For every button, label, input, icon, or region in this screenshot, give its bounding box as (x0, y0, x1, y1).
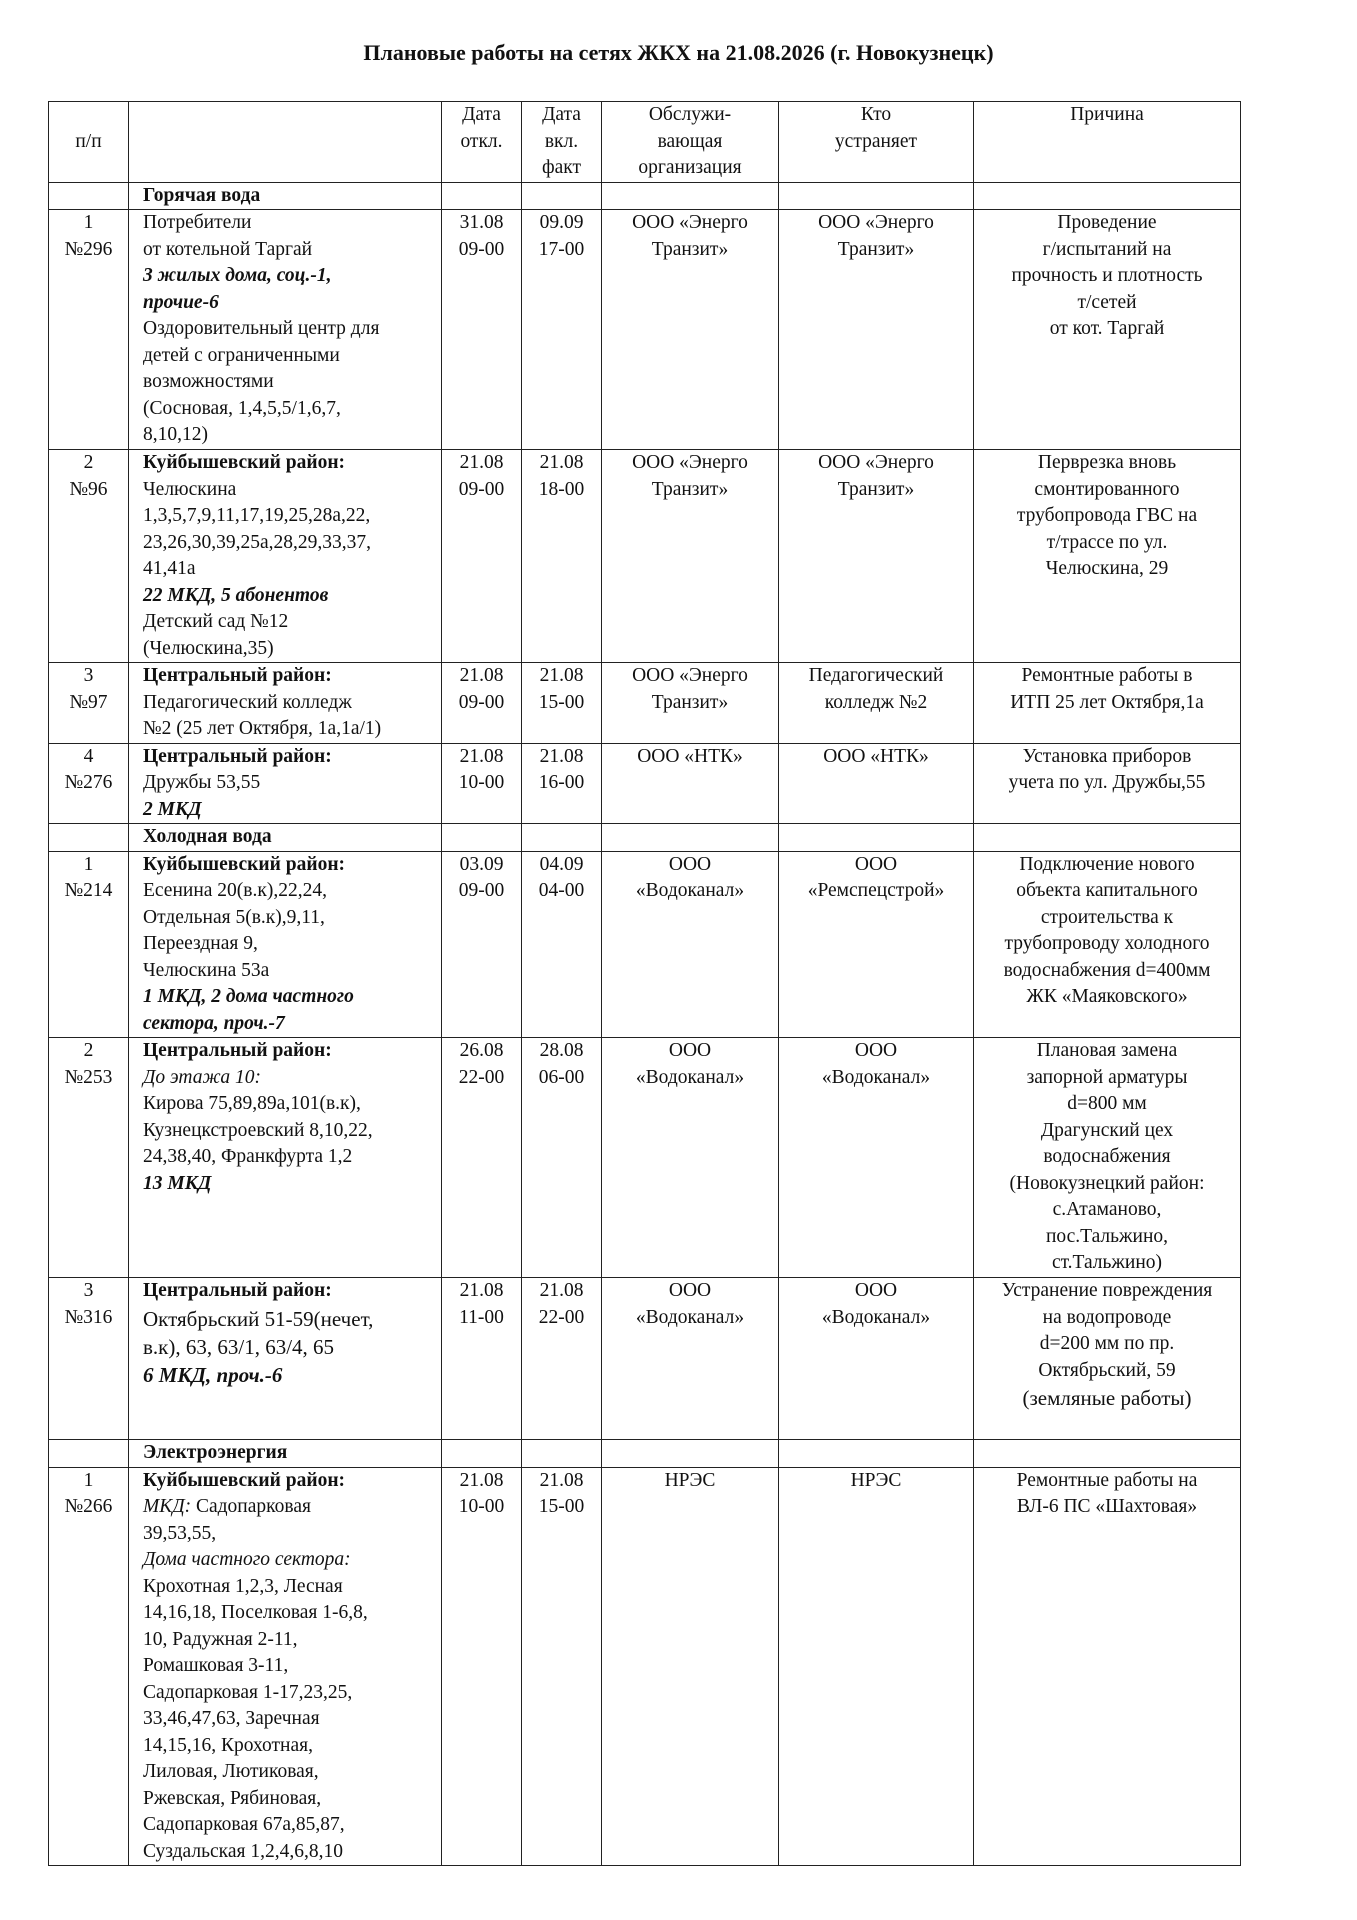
row-address: Центральный район: До этажа 10: Кирова 75,89,89а,101(в.к), Кузнецкстроевский 8,10,22, 24,38,40, Франкфурта 1,2 13 МКД (129, 1038, 442, 1278)
section-row-cold-water (49, 824, 1241, 852)
row-number: 1 №296 (49, 210, 129, 450)
row-who: ООО «Водоканал» (779, 1278, 974, 1440)
header-date-off: Дата откл. (442, 102, 522, 183)
row-reason: Ремонтные работы в ИТП 25 лет Октября,1а (974, 663, 1241, 744)
header-address (129, 102, 442, 183)
row-date-off: 03.09 09-00 (442, 851, 522, 1038)
row-org: ООО «Водоканал» (602, 1038, 779, 1278)
row-date-on: 21.08 22-00 (522, 1278, 602, 1440)
header-org: Обслужи- вающая организация (602, 102, 779, 183)
row-reason: Перврезка вновь смонтированного трубопровода ГВС на т/трассе по ул. Челюскина, 29 (974, 450, 1241, 663)
row-date-off: 31.08 09-00 (442, 210, 522, 450)
section-label: Горячая вода (129, 182, 442, 210)
row-address: Куйбышевский район: МКД: Садопарковая 39,53,55, Дома частного сектора: Крохотная 1,2,3, Лесная 14,16,18, Поселковая 1-6,8, 10, Радужная 2-11, Ромашковая 3-11, Садопарковая 1-17,23,25, 33,46,47,63, Заречная 14,15,16, Крохотная, Лиловая, Лютиковая, Ржевская, Рябиновая, Садопарковая 67а,85,87, Суздальская 1,2,4,6,8,10 (129, 1467, 442, 1866)
table-row (49, 743, 1241, 824)
row-number: 3 №97 (49, 663, 129, 744)
row-date-on: 21.08 16-00 (522, 743, 602, 824)
row-who: НРЭС (779, 1467, 974, 1866)
row-date-off: 26.08 22-00 (442, 1038, 522, 1278)
row-date-off: 21.08 09-00 (442, 663, 522, 744)
table-row (49, 1278, 1241, 1440)
row-who: ООО «Энерго Транзит» (779, 450, 974, 663)
row-date-on: 21.08 15-00 (522, 663, 602, 744)
row-number: 2 №96 (49, 450, 129, 663)
table-row (49, 663, 1241, 744)
row-number: 1 №266 (49, 1467, 129, 1866)
row-date-on: 28.08 06-00 (522, 1038, 602, 1278)
row-org: ООО «Водоканал» (602, 851, 779, 1038)
works-table (48, 101, 1241, 1866)
row-date-off: 21.08 11-00 (442, 1278, 522, 1440)
row-number: 4 №276 (49, 743, 129, 824)
row-address: Потребители от котельной Таргай 3 жилых дома, соц.-1, прочие-6 Оздоровительный центр для детей с ограниченными возможностями (Сосновая, 1,4,5,5/1,6,7, 8,10,12) (129, 210, 442, 450)
header-date-on: Дата вкл. факт (522, 102, 602, 183)
row-org: НРЭС (602, 1467, 779, 1866)
row-reason: Устранение повреждения на водопроводе d=200 мм по пр. Октябрьский, 59 (земляные работы) (974, 1278, 1241, 1440)
section-row-electricity (49, 1440, 1241, 1468)
row-reason: Установка приборов учета по ул. Дружбы,55 (974, 743, 1241, 824)
section-label: Холодная вода (129, 824, 442, 852)
row-reason: Ремонтные работы на ВЛ-6 ПС «Шахтовая» (974, 1467, 1241, 1866)
row-org: ООО «Водоканал» (602, 1278, 779, 1440)
row-org: ООО «Энерго Транзит» (602, 210, 779, 450)
row-reason: Проведение г/испытаний на прочность и плотность т/сетей от кот. Таргай (974, 210, 1241, 450)
row-address: Куйбышевский район: Челюскина 1,3,5,7,9,11,17,19,25,28а,22, 23,26,30,39,25а,28,29,33,37, 41,41а 22 МКД, 5 абонентов Детский сад №12 (Челюскина,35) (129, 450, 442, 663)
row-address: Центральный район: Педагогический колледж №2 (25 лет Октября, 1а,1а/1) (129, 663, 442, 744)
header-who: Кто устраняет (779, 102, 974, 183)
section-row-hot-water (49, 182, 1241, 210)
table-row (49, 1467, 1241, 1866)
row-date-off: 21.08 10-00 (442, 743, 522, 824)
row-date-off: 21.08 10-00 (442, 1467, 522, 1866)
row-who: Педагогический колледж №2 (779, 663, 974, 744)
header-num: п/п (49, 102, 129, 183)
row-date-on: 04.09 04-00 (522, 851, 602, 1038)
row-date-off: 21.08 09-00 (442, 450, 522, 663)
row-number: 3 №316 (49, 1278, 129, 1440)
table-row (49, 1038, 1241, 1278)
row-who: ООО «Энерго Транзит» (779, 210, 974, 450)
row-reason: Подключение нового объекта капитального строительства к трубопроводу холодного водоснабжения d=400мм ЖК «Маяковского» (974, 851, 1241, 1038)
row-date-on: 21.08 15-00 (522, 1467, 602, 1866)
page-title: Плановые работы на сетях ЖКХ на 21.08.2026 (г. Новокузнецк) (363, 40, 994, 65)
table-row (49, 210, 1241, 450)
row-address: Центральный район: Октябрьский 51-59(нечет, в.к), 63, 63/1, 63/4, 65 6 МКД, проч.-6 (129, 1278, 442, 1440)
row-who: ООО «НТК» (779, 743, 974, 824)
row-address: Центральный район: Дружбы 53,55 2 МКД (129, 743, 442, 824)
row-org: ООО «Энерго Транзит» (602, 663, 779, 744)
row-date-on: 09.09 17-00 (522, 210, 602, 450)
row-reason: Плановая замена запорной арматуры d=800 мм Драгунский цех водоснабжения (Новокузнецкий район: с.Атаманово, пос.Тальжино, ст.Тальжино) (974, 1038, 1241, 1278)
row-org: ООО «Энерго Транзит» (602, 450, 779, 663)
table-row (49, 851, 1241, 1038)
row-date-on: 21.08 18-00 (522, 450, 602, 663)
table-header-row (49, 102, 1241, 183)
row-number: 2 №253 (49, 1038, 129, 1278)
row-who: ООО «Ремспецстрой» (779, 851, 974, 1038)
row-who: ООО «Водоканал» (779, 1038, 974, 1278)
table-row (49, 450, 1241, 663)
row-org: ООО «НТК» (602, 743, 779, 824)
row-address: Куйбышевский район: Есенина 20(в.к),22,24, Отдельная 5(в.к),9,11, Переездная 9, Челюскина 53а 1 МКД, 2 дома частного сектора, проч.-7 (129, 851, 442, 1038)
header-reason: Причина (974, 102, 1241, 183)
section-label: Электроэнергия (129, 1440, 442, 1468)
row-number: 1 №214 (49, 851, 129, 1038)
